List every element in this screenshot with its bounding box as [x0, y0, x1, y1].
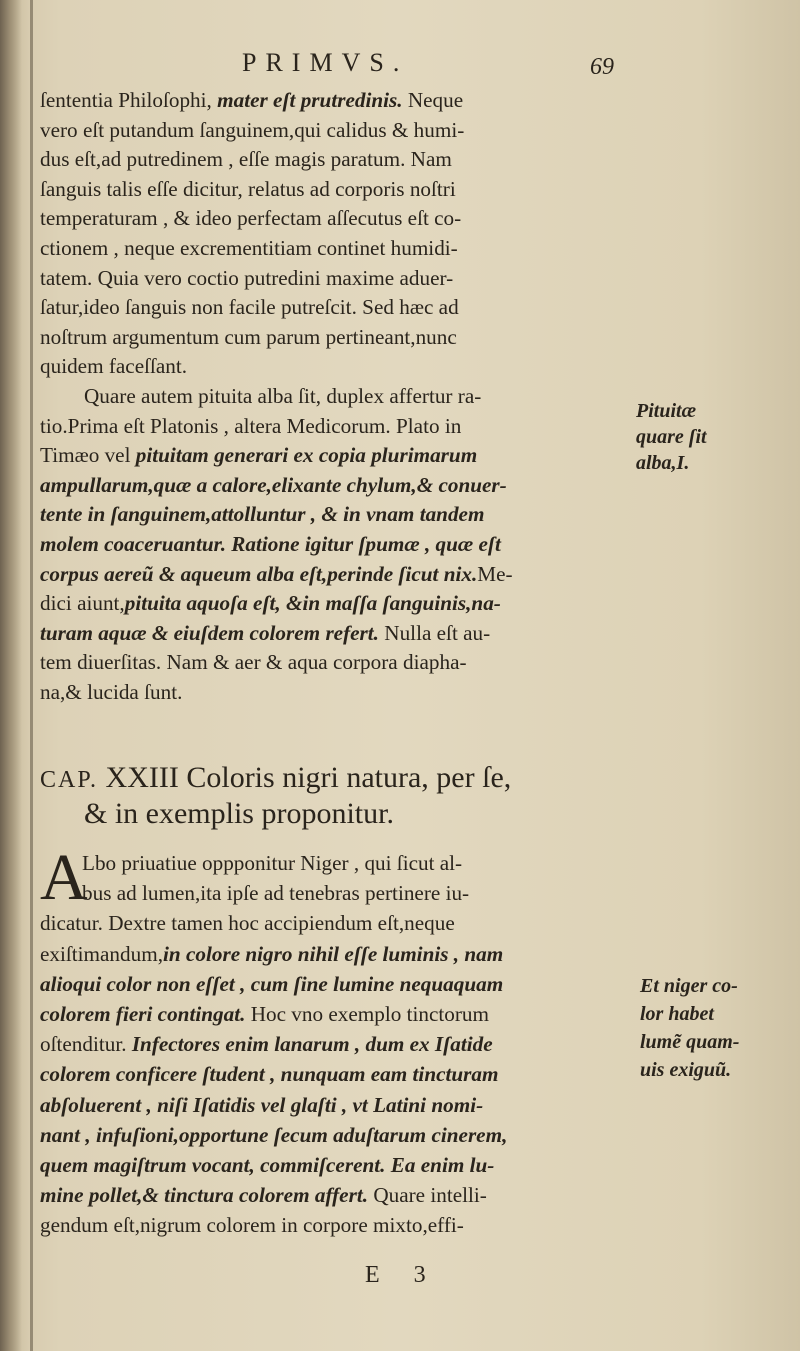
text-segment: Timæo vel [40, 443, 136, 468]
text-segment: Nulla eſt au- [378, 620, 491, 645]
text-segment: temperaturam , & ideo perfectam aſſecutus eſt co- [40, 206, 462, 231]
paragraph-1 [40, 86, 630, 382]
text-line [40, 530, 630, 560]
italic-segment: colorem fieri contingat. [40, 1001, 246, 1026]
text-line [40, 204, 630, 234]
text-line [40, 1029, 630, 1059]
text-segment: noſtrum argumentum cum parum pertineant,nunc [40, 324, 457, 349]
italic-segment: abſoluerent , niſi Iſatidis vel glaſti , vt Latini nomi- [40, 1092, 484, 1117]
text-line [40, 908, 630, 938]
text-line [40, 382, 630, 412]
italic-segment: Ratione igitur ſpumæ , quæ eſt [231, 531, 501, 556]
text-segment: bus ad lumen,ita ipſe ad tenebras pertinere iu- [82, 881, 470, 906]
text-line [40, 234, 630, 264]
running-header [0, 48, 800, 88]
text-segment: dici aiunt, [40, 591, 125, 616]
left-margin-rule [30, 0, 33, 1351]
text-line [40, 560, 630, 590]
text-segment: Quare intelli- [368, 1183, 487, 1208]
marginal-note-1-line: quare ſit [636, 426, 707, 448]
paragraph-3 [40, 841, 630, 1240]
italic-segment: in colore nigro nihil eſſe luminis , nam [163, 941, 504, 966]
text-segment: gendum eſt,nigrum colorem in corpore mixto,effi- [40, 1213, 464, 1238]
marginal-note-2 [640, 972, 800, 1084]
text-line [40, 848, 630, 878]
text-segment: Me- [477, 561, 513, 586]
book-binding-shadow [0, 0, 22, 1351]
text-line [40, 678, 630, 708]
marginal-note-1-line: Pituitæ [636, 400, 697, 422]
text-line [40, 441, 630, 471]
text-block-2 [40, 841, 630, 1240]
text-segment: dicatur. Dextre tamen hoc accipiendum eſt,neque [40, 911, 455, 936]
text-line [40, 323, 630, 353]
text-segment: ctionem , neque excrementitiam continet humidi- [40, 235, 458, 260]
italic-segment: colorem conficere ſtudent , nunquam eam tincturam [40, 1062, 499, 1087]
marginal-note-2-line: uis exiguũ. [640, 1059, 732, 1081]
italic-segment: pituita aquoſa eſt, &in maſſa ſanguinis,na- [124, 591, 501, 616]
marginal-note-2-line: lumẽ quam- [640, 1031, 740, 1053]
italic-segment: alioqui color non eſſet , cum ſine lumine nequaquam [40, 971, 504, 996]
text-line [40, 293, 630, 323]
text-line [40, 175, 630, 205]
text-line [40, 471, 630, 501]
italic-segment: pituitam generari ex copia plurimarum [135, 443, 478, 468]
text-segment: oſtenditur. [40, 1032, 132, 1057]
chapter-title-1: Coloris nigri natura, per ſe, [186, 761, 512, 794]
text-segment: tem diuerſitas. Nam & aer & aqua corpora diapha- [40, 650, 467, 675]
italic-segment: quem magiſtrum vocant, commiſcerent. Ea enim lu- [40, 1152, 495, 1177]
marginal-note-1-line: alba,I. [636, 452, 690, 474]
text-segment: Quare autem pituita alba ſit, duplex affertur ra- [84, 383, 482, 408]
chapter-label: CAP. [40, 767, 99, 793]
italic-segment: tente in ſanguinem,attolluntur , & in vnam tandem [40, 502, 485, 527]
text-line [40, 1150, 630, 1180]
text-line [40, 500, 630, 530]
text-segment: Hoc vno exemplo tinctorum [245, 1001, 489, 1026]
text-line [40, 1210, 630, 1240]
text-line [40, 86, 630, 116]
italic-segment: nant , infuſioni,opportune ſecum aduſtarum cinerem, [40, 1122, 508, 1147]
running-title: PRIMVS. [242, 48, 409, 77]
text-line [40, 969, 630, 999]
text-segment: tio.Prima eſt Platonis , altera Medicorum. Plato in [40, 413, 462, 438]
italic-segment: turam aquæ & eiuſdem colorem refert. [40, 620, 379, 645]
text-line [40, 1059, 630, 1089]
text-segment: vero eſt putandum ſanguinem,qui calidus & humi- [40, 117, 465, 142]
chapter-heading-line-1 [40, 760, 630, 796]
text-line [40, 1180, 630, 1210]
chapter-heading [40, 760, 630, 832]
text-line [40, 1090, 630, 1120]
text-line [40, 619, 630, 649]
italic-segment: mine pollet,& tinctura colorem affert. [40, 1183, 369, 1208]
text-line [40, 145, 630, 175]
chapter-heading-line-2 [40, 796, 630, 832]
text-segment: Lbo priuatiue oppponitur Niger , qui ſicut al- [82, 851, 463, 875]
marginal-note-2-line: lor habet [640, 1003, 714, 1025]
marginal-note-1 [636, 398, 800, 476]
page-number: 69 [590, 54, 614, 80]
text-segment: exiſtimandum, [40, 941, 163, 966]
text-line [40, 116, 630, 146]
text-line [40, 999, 630, 1029]
text-line [40, 589, 630, 619]
paragraph-2 [40, 382, 630, 708]
text-line [40, 878, 630, 908]
italic-segment: Infectores enim lanarum , dum ex Iſatide [131, 1032, 493, 1057]
text-segment: dus eſt,ad putredinem , eſſe magis paratum. Nam [40, 147, 452, 172]
italic-segment: corpus aereũ & aqueum alba eſt,perinde ſicut nix. [40, 561, 478, 586]
signature-mark: E 3 [365, 1262, 440, 1288]
chapter-number: XXIII [105, 761, 179, 794]
text-segment: ſanguis talis eſſe dicitur, relatus ad corporis noſtri [40, 176, 456, 201]
text-line [40, 264, 630, 294]
text-line [40, 412, 630, 442]
text-segment: ſatur,ideo ſanguis non facile putreſcit. Sed hæc ad [40, 295, 459, 320]
text-segment: ſententia Philoſophi, [40, 88, 218, 112]
text-segment: quidem faceſſant. [40, 354, 188, 379]
text-segment: Neque [402, 88, 464, 112]
italic-segment: ampullarum,quæ a calore,elixante chylum,& conuer- [40, 472, 507, 497]
text-line [40, 1120, 630, 1150]
text-segment: na,& lucida ſunt. [40, 679, 183, 704]
italic-segment: molem coaceruantur. [40, 531, 226, 556]
marginal-note-2-line: Et niger co- [640, 975, 738, 997]
text-segment: tatem. Quia vero coctio putredini maxime aduer- [40, 265, 454, 290]
text-line [40, 648, 630, 678]
text-block-1 [40, 86, 630, 707]
text-line [40, 939, 630, 969]
italic-segment: mater eſt prutredinis. [217, 88, 403, 112]
text-line [40, 352, 630, 382]
drop-capital: A [40, 841, 88, 914]
chapter-title-2: & in exemplis proponitur. [84, 797, 394, 830]
